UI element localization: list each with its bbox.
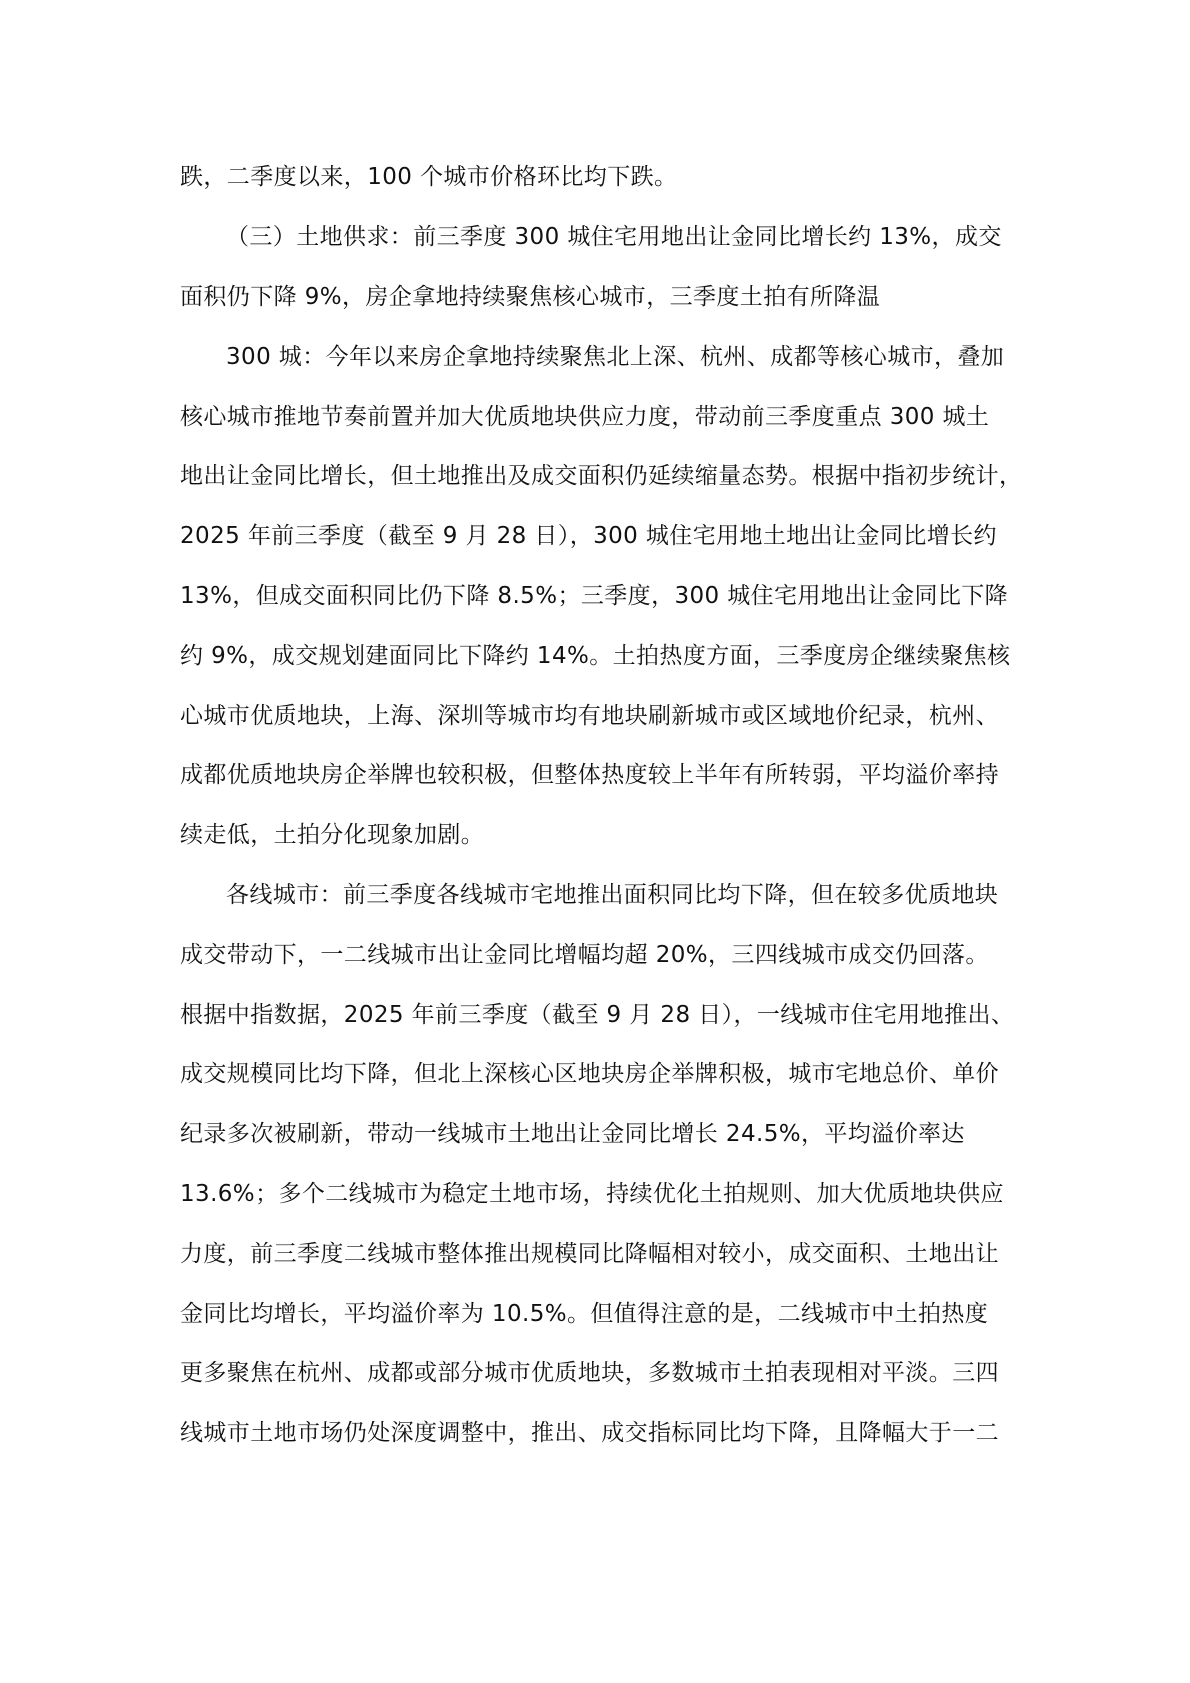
text-line: 续走低，土拍分化现象加剧。 [180,822,485,848]
text-line: 根据中指数据，2025 年前三季度（截至 9 月 28 日），一线城市住宅用地推出、 [180,1002,1015,1028]
text-line: 13.6%；多个二线城市为稳定土地市场，持续优化土拍规则、加大优质地块供应 [180,1181,1004,1207]
text-line: 300 城：今年以来房企拿地持续聚焦北上深、杭州、成都等核心城市，叠加 [226,344,1005,370]
text-line: 约 9%，成交规划建面同比下降约 14%。土拍热度方面，三季度房企继续聚焦核 [180,643,1011,669]
text-line: 金同比均增长，平均溢价率为 10.5%。但值得注意的是，二线城市中土拍热度 [180,1301,989,1327]
text-line: 地出让金同比增长，但土地推出及成交面积仍延续缩量态势。根据中指初步统计， [180,463,1023,489]
text-line: 各线城市：前三季度各线城市宅地推出面积同比均下降，但在较多优质地块 [226,882,999,908]
text-line: 纪录多次被刷新，带动一线城市土地出让金同比增长 24.5%，平均溢价率达 [180,1121,965,1147]
text-line: 心城市优质地块，上海、深圳等城市均有地块刷新城市或区域地价纪录，杭州、 [180,703,999,729]
text-line: 成交带动下，一二线城市出让金同比增幅均超 20%，三四线城市成交仍回落。 [180,942,989,968]
text-line: 力度，前三季度二线城市整体推出规模同比降幅相对较小，成交面积、土地出让 [180,1241,999,1267]
text-line: 核心城市推地节奏前置并加大优质地块供应力度，带动前三季度重点 300 城土 [180,404,990,430]
text-line: 13%，但成交面积同比仍下降 8.5%；三季度，300 城住宅用地出让金同比下降 [180,583,1009,609]
text-line: 更多聚焦在杭州、成都或部分城市优质地块，多数城市土拍表现相对平淡。三四 [180,1360,999,1386]
section-heading-line: 面积仍下降 9%，房企拿地持续聚焦核心城市，三季度土拍有所降温 [180,284,881,310]
text-line: 成都优质地块房企举牌也较积极，但整体热度较上半年有所转弱，平均溢价率持 [180,762,999,788]
text-line: 2025 年前三季度（截至 9 月 28 日），300 城住宅用地土地出让金同比增长约 [180,523,997,549]
text-line: 成交规模同比均下降，但北上深核心区地块房企举牌积极，城市宅地总价、单价 [180,1061,999,1087]
text-line: 线城市土地市场仍处深度调整中，推出、成交指标同比均下降，且降幅大于一二 [180,1420,999,1446]
section-heading-line: （三）土地供求：前三季度 300 城住宅用地出让金同比增长约 13%，成交 [226,224,1002,250]
text-line: 跌，二季度以来，100 个城市价格环比均下跌。 [180,164,678,190]
